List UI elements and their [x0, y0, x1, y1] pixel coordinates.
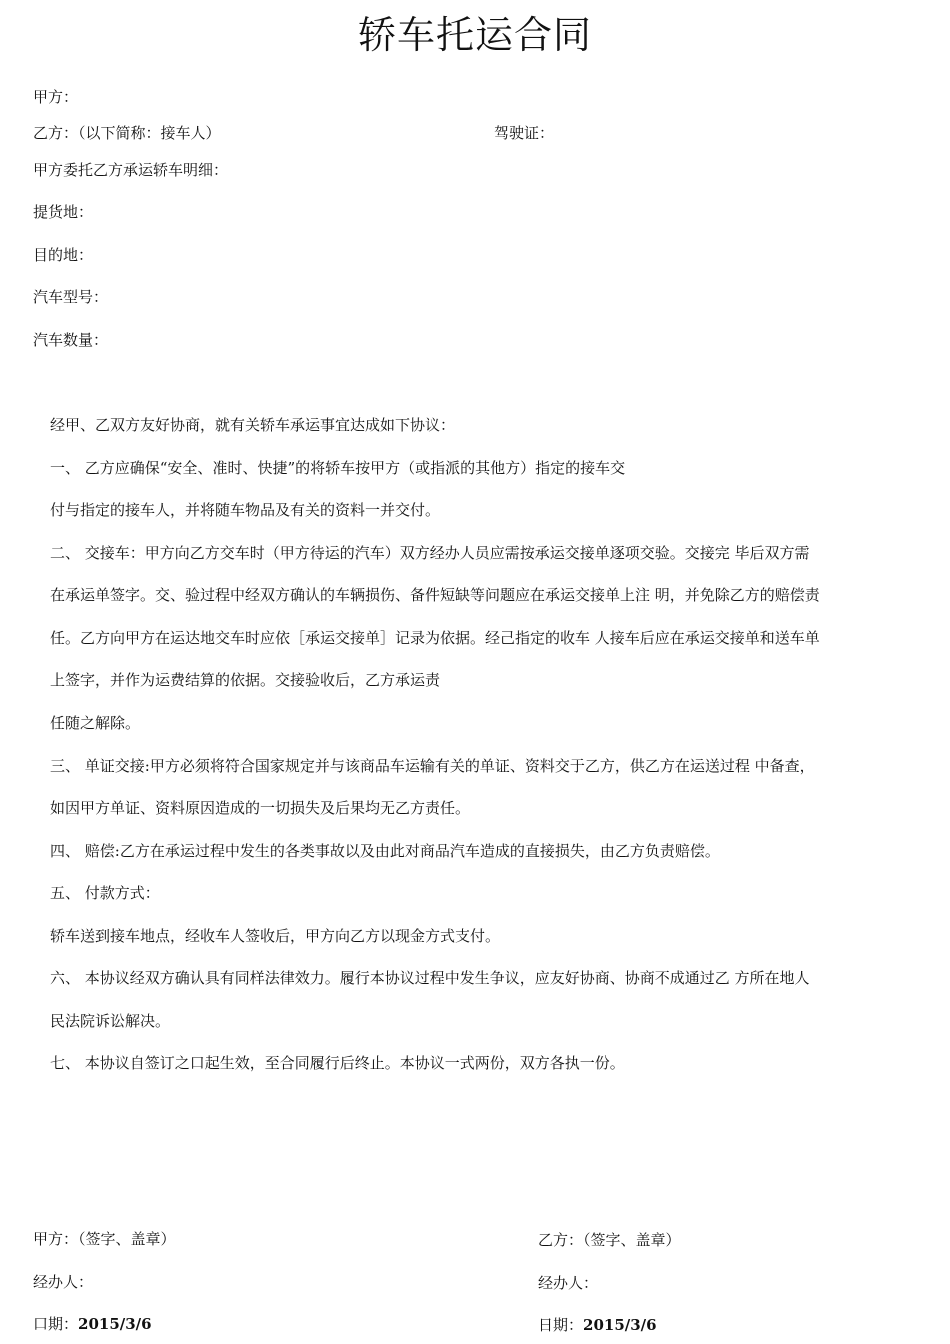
clause-2-line-3: 任。乙方向甲方在运达地交车时应依［承运交接单］记录为依据。经己指定的收车 人接车后应在承运交接单和送车单 [50, 629, 820, 647]
car-model-label: 汽车型号： [33, 288, 109, 306]
pickup-label: 提货地： [33, 203, 94, 221]
car-count-label: 汽车数量： [33, 331, 109, 349]
date-label: 日期： [538, 1316, 584, 1334]
party-b-signature: 乙方：（签字、盖章） [538, 1231, 681, 1249]
clause-1-line-2: 付与指定的接车人，并将随车物品及有关的资料一并交付。 [50, 501, 441, 519]
clause-2-line-5: 任随之解除。 [50, 714, 141, 732]
clause-6-line-1: 六、 本协议经双方确认具有同样法律效力。履行本协议过程中发生争议，应友好协商、协商不成通过乙 方所在地人 [50, 969, 810, 987]
clause-5-line-2: 轿车送到接车地点，经收车人签收后，甲方向乙方以现金方式支付。 [50, 927, 501, 945]
clause-7: 七、 本协议自签订之口起生效，至合同履行后终止。本协议一式两份，双方各执一份。 [50, 1054, 625, 1072]
document-title: 轿车托运合同 [357, 13, 592, 57]
date-value: 2015/3/6 [78, 1315, 152, 1333]
party-a-date [33, 1314, 152, 1334]
date-value: 2015/3/6 [583, 1316, 657, 1334]
party-b-agent: 经办人： [538, 1274, 599, 1292]
clause-1-line-1: 一、 乙方应确保“安全、准时、快捷”的将轿车按甲方（或指派的其他方）指定的接车交 [50, 459, 626, 477]
clause-2-line-4: 上签字，并作为运费结算的依据。交接验收后，乙方承运责 [50, 671, 441, 689]
clause-6-line-2: 民法院诉讼解决。 [50, 1012, 171, 1030]
party-a-label: 甲方： [33, 88, 79, 106]
date-label: 口期： [33, 1315, 79, 1333]
destination-label: 目的地： [33, 246, 94, 264]
party-a-signature: 甲方：（签字、盖章） [33, 1230, 176, 1248]
clause-4: 四、 赔偿:乙方在承运过程中发生的各类事故以及由此对商品汽车造成的直接损失，由乙方负责赔偿。 [50, 842, 720, 860]
clause-3-line-2: 如因甲方单证、资料原因造成的一切损失及后果均无乙方责任。 [50, 799, 471, 817]
agreement-intro: 经甲、乙双方友好协商，就有关轿车承运事宜达成如下协议： [50, 416, 456, 434]
clause-3-line-1: 三、 单证交接:甲方必须将符合国家规定并与该商品车运输有关的单证、资料交于乙方，供乙方在运送过程 中备查， [50, 757, 815, 775]
party-b-label: 乙方：（以下简称：接车人） [33, 124, 221, 142]
details-intro: 甲方委托乙方承运轿车明细： [33, 161, 229, 179]
party-b-date [538, 1315, 657, 1335]
party-a-agent: 经办人： [33, 1273, 94, 1291]
clause-2-line-1: 二、 交接车：甲方向乙方交车时（甲方待运的汽车）双方经办人员应需按承运交接单逐项交验。交接完 毕后双方需 [50, 544, 810, 562]
clause-5-line-1: 五、 付款方式： [50, 884, 160, 902]
driver-license-label: 驾驶证： [494, 124, 555, 142]
clause-2-line-2: 在承运单签字。交、验过程中经双方确认的车辆损伤、备件短缺等问题应在承运交接单上注 明，并免除乙方的赔偿责 [50, 586, 820, 604]
